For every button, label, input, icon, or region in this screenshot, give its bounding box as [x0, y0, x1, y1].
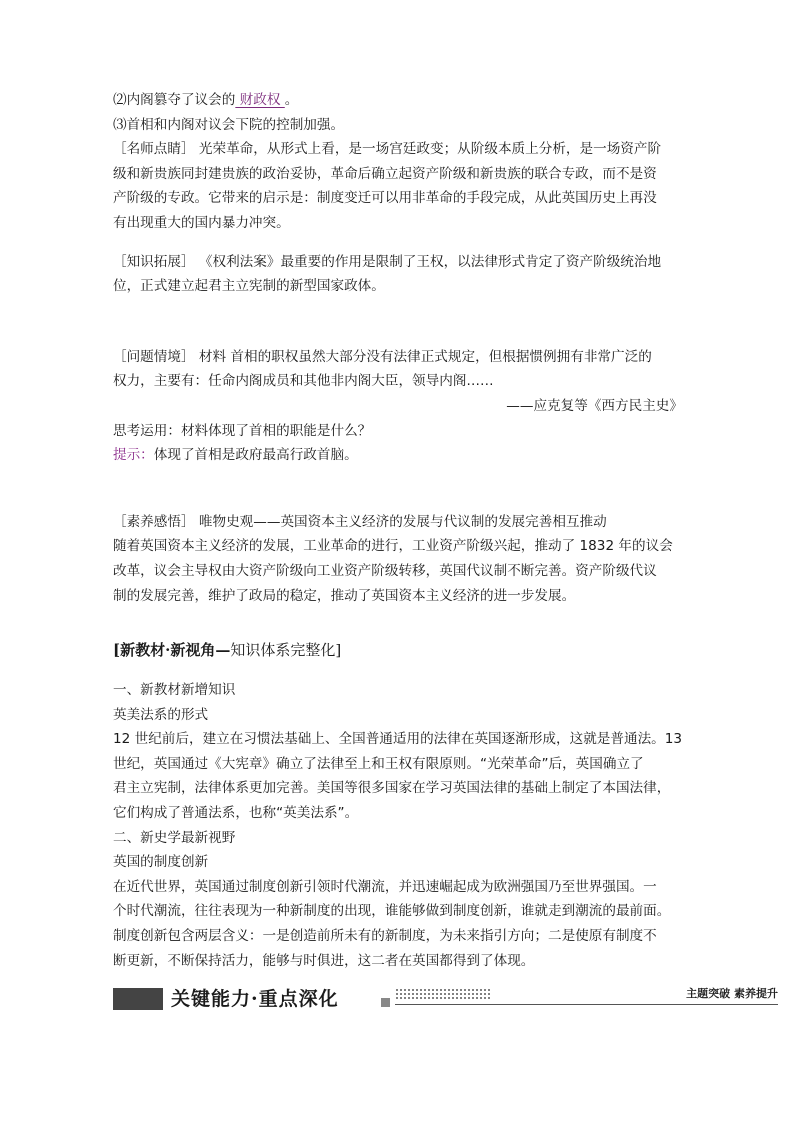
part2-line: 在近代世界，英国通过制度创新引领时代潮流，并迅速崛起成为欧洲强国乃至世界强国。一 [113, 878, 657, 895]
part2-line: 制度创新包含两层含义：一是创造前所未有的新制度，为未来指引方向；二是使原有制度不 [113, 928, 657, 945]
tip-label: 提示： [113, 447, 154, 464]
item-2-answer: 财政权 [235, 92, 285, 108]
suyang-line: 改革，议会主导权由大资产阶级向工业资产阶级转移，英国代议制不断完善。资产阶级代议 [113, 562, 657, 579]
mingshi-line: 级和新贵族同封建贵族的政治妥协，革命后确立起资产阶级和新贵族的联合专政，而不是资 [113, 165, 657, 182]
item-2-text: ⑵内阁篡夺了议会的 [113, 92, 236, 108]
banner-square [381, 998, 390, 1007]
item-3: ⑶首相和内阁对议会下院的控制加强。 [113, 116, 345, 133]
mingshi-line: ［名师点睛］ 光荣革命，从形式上看，是一场宫廷政变；从阶级本质上分析，是一场资产阶 [113, 141, 662, 158]
problem-source: ——应克复等《西方民主史》 [506, 397, 683, 414]
zhishi-note [113, 250, 683, 299]
part1-subtitle: 英美法系的形式 [113, 706, 209, 723]
banner-rule [395, 1004, 778, 1005]
part2-line: 个时代潮流，往往表现为一种新制度的出现，谁能够做到制度创新，谁就走到潮流的最前面。 [113, 903, 671, 920]
zhishi-line: ［知识拓展］ 《权利法案》最重要的作用是限制了王权，以法律形式肯定了资产阶级统治地 [113, 253, 662, 270]
section-heading [113, 637, 683, 663]
section-heading-rest: 知识体系完整化] [230, 641, 342, 660]
banner-block [113, 988, 163, 1010]
problem-question: 思考运用：材料体现了首相的职能是什么？ [113, 422, 372, 439]
part2-subtitle: 英国的制度创新 [113, 854, 209, 871]
problem-context [113, 345, 683, 468]
suyang-line: 随着英国资本主义经济的发展，工业革命的进行，工业资产阶级兴起，推动了 1832 年的议会 [113, 538, 673, 555]
new-textbook-section [113, 637, 683, 973]
problem-line: 权力，主要有：任命内阁成员和其他非内阁大臣，领导内阁…… [113, 373, 494, 390]
part1-line: 世纪，英国通过《大宪章》确立了法律至上和王权有限原则。“光荣革命”后，英国确立了 [113, 755, 644, 772]
banner-dots [395, 988, 490, 1000]
suyang-line: ［素养感悟］ 唯物史观——英国资本主义经济的发展与代议制的发展完善相互推动 [113, 513, 607, 530]
suyang-note [113, 510, 683, 608]
banner-title: 关键能力·重点深化 [171, 988, 339, 1010]
item-2 [113, 88, 683, 113]
mingshi-note [113, 137, 683, 235]
part2-title: 二、新史学最新视野 [113, 829, 236, 846]
part1-line: 它们构成了普通法系，也称“英美法系”。 [113, 805, 359, 822]
part1-title: 一、新教材新增知识 [113, 682, 236, 699]
problem-tip [113, 443, 683, 468]
part1-line: 12 世纪前后，建立在习惯法基础上、全国普通适用的法律在英国逐渐形成，这就是普通法。13 [113, 731, 683, 748]
problem-line: ［问题情境］ 材料 首相的职权虽然大部分没有法律正式规定，但根据惯例拥有非常广泛的 [113, 348, 652, 365]
part1-line: 君主立宪制，法律体系更加完善。美国等很多国家在学习英国法律的基础上制定了本国法律， [113, 780, 671, 797]
zhishi-line: 位，正式建立起君主立宪制的新型国家政体。 [113, 278, 385, 295]
item-2-suffix: 。 [284, 92, 299, 108]
suyang-line: 制的发展完善，维护了政局的稳定，推动了英国资本主义经济的进一步发展。 [113, 587, 576, 604]
mingshi-line: 产阶级的专政。它带来的启示是：制度变迁可以用非革命的手段完成，从此英国历史上再没 [113, 190, 657, 207]
mingshi-line: 有出现重大的国内暴力冲突。 [113, 214, 290, 231]
section-heading-bold: [新教材·新视角— [113, 641, 231, 660]
banner-right-label: 主题突破 素养提升 [686, 987, 778, 1000]
section-banner [113, 986, 778, 1012]
document-body [113, 88, 683, 973]
tip-text: 体现了首相是政府最高行政首脑。 [153, 447, 358, 464]
part2-line: 断更新，不断保持活力，能够与时俱进，这二者在英国都得到了体现。 [113, 952, 535, 969]
